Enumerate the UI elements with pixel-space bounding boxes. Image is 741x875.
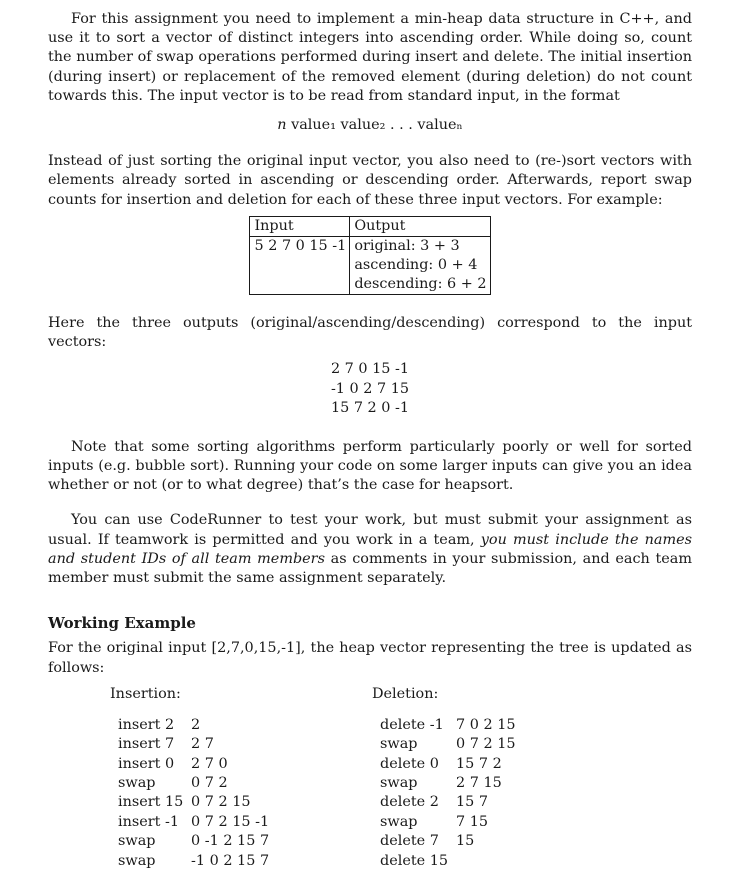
deletion-step bbox=[380, 793, 516, 812]
insertion-step bbox=[118, 716, 269, 735]
vector-ascending: -1 0 2 7 15 bbox=[330, 380, 410, 397]
format-values: value₁ value₂ . . . valueₙ bbox=[291, 117, 463, 134]
step-op: swap bbox=[380, 774, 418, 791]
insertion-label: Insertion: bbox=[110, 685, 181, 702]
coderunner-text-before: You can use CodeRunner to test your work, but must submit your assignment as usual. If teamwork is permitted and you work in a team, bbox=[48, 512, 692, 548]
insertion-step bbox=[118, 793, 269, 812]
step-op: delete 7 bbox=[380, 833, 439, 850]
deletion-step bbox=[380, 852, 516, 871]
insertion-step bbox=[118, 735, 269, 754]
working-example-intro: For the original input [2,7,0,15,-1], the heap vector representing the tree is updated as follows: bbox=[48, 640, 692, 676]
step-heap: 15 bbox=[456, 833, 475, 850]
step-op: delete -1 bbox=[380, 716, 444, 733]
deletion-step bbox=[380, 774, 516, 793]
step-op: insert -1 bbox=[118, 813, 180, 830]
vector-descending: 15 7 2 0 -1 bbox=[330, 400, 410, 417]
input-format-formula bbox=[48, 116, 692, 135]
intro-paragraph: For this assignment you need to implement a min-heap data structure in C++, and use it to sort a vector of distinct integers into ascending order. While doing so, count the number of swap operations performed during insert and delete. The initial insertion (during insert) or replacement of the removed element (during deletion) do not count towards this. The input vector is to be read from standard input, in the format bbox=[48, 11, 692, 104]
step-op: delete 2 bbox=[380, 794, 439, 811]
io-header-input: Input bbox=[250, 216, 350, 236]
step-heap: 2 7 0 bbox=[191, 755, 228, 772]
insertion-step bbox=[118, 832, 269, 851]
step-heap: 2 7 bbox=[191, 736, 214, 753]
step-op: delete 15 bbox=[380, 852, 449, 869]
insertion-step bbox=[118, 774, 269, 793]
example-io-table bbox=[249, 216, 490, 295]
deletion-step bbox=[380, 735, 516, 754]
format-n: n bbox=[277, 117, 287, 134]
step-op: insert 2 bbox=[118, 716, 175, 733]
step-op: swap bbox=[118, 852, 156, 869]
step-heap: 0 -1 2 15 7 bbox=[191, 833, 270, 850]
step-op: delete 0 bbox=[380, 755, 439, 772]
deletion-step bbox=[380, 813, 516, 832]
io-output-original: original: 3 + 3 bbox=[354, 237, 460, 254]
insertion-step bbox=[118, 755, 269, 774]
coderunner-emphasis: you must include the names and student IDs of all team members bbox=[48, 531, 692, 567]
step-heap: 7 15 bbox=[456, 813, 489, 830]
io-output-descending: descending: 6 + 2 bbox=[354, 275, 487, 292]
working-example-heading: Working Example bbox=[48, 614, 196, 633]
step-op: insert 7 bbox=[118, 736, 175, 753]
step-op: swap bbox=[118, 833, 156, 850]
io-header-output: Output bbox=[350, 216, 490, 236]
io-output-ascending: ascending: 0 + 4 bbox=[354, 256, 478, 273]
insertion-steps bbox=[118, 716, 269, 871]
step-op: swap bbox=[380, 736, 418, 753]
note-paragraph: Note that some sorting algorithms perform particularly poorly or well for sorted inputs (e.g. bubble sort). Running your code on some larger inputs can give you an idea whether or not (or to what degree) that’s the case for heapsort. bbox=[48, 438, 692, 494]
step-op: swap bbox=[118, 774, 156, 791]
step-heap: 15 7 2 bbox=[456, 755, 502, 772]
requirements-paragraph: Instead of just sorting the original input vector, you also need to (re-)sort vectors with elements already sorted in ascending or descending order. Afterwards, report swap counts for insertion and deletion for each of these three input vectors. For example: bbox=[48, 153, 692, 208]
vector-original: 2 7 0 15 -1 bbox=[330, 361, 410, 378]
assignment-page bbox=[48, 10, 692, 875]
step-heap: 7 0 2 15 bbox=[456, 716, 516, 733]
step-heap: 2 bbox=[191, 716, 201, 733]
deletion-steps bbox=[380, 716, 516, 871]
input-vectors bbox=[48, 360, 692, 419]
coderunner-text-after: as comments in your submission, and each team member must submit the same assignment separately. bbox=[48, 550, 692, 586]
step-heap: 2 7 15 bbox=[456, 774, 502, 791]
heap-trace bbox=[48, 685, 692, 875]
coderunner-paragraph bbox=[48, 511, 692, 588]
step-op: swap bbox=[380, 813, 418, 830]
step-op: insert 15 bbox=[118, 794, 184, 811]
deletion-label: Deletion: bbox=[372, 685, 439, 702]
deletion-step bbox=[380, 832, 516, 851]
step-heap: 15 7 bbox=[456, 794, 489, 811]
deletion-step bbox=[380, 755, 516, 774]
step-heap: -1 0 2 15 7 bbox=[191, 852, 270, 869]
step-heap: 0 7 2 bbox=[191, 774, 228, 791]
step-heap: 0 7 2 15 bbox=[456, 736, 516, 753]
insertion-step bbox=[118, 813, 269, 832]
outputs-explanation: Here the three outputs (original/ascending/descending) correspond to the input vectors: bbox=[48, 314, 692, 351]
deletion-step bbox=[380, 716, 516, 735]
step-op: insert 0 bbox=[118, 755, 175, 772]
step-heap: 0 7 2 15 bbox=[191, 794, 251, 811]
io-input-value: 5 2 7 0 15 -1 bbox=[250, 236, 350, 294]
io-output-values bbox=[350, 236, 490, 294]
insertion-step bbox=[118, 852, 269, 871]
step-heap: 0 7 2 15 -1 bbox=[191, 813, 270, 830]
